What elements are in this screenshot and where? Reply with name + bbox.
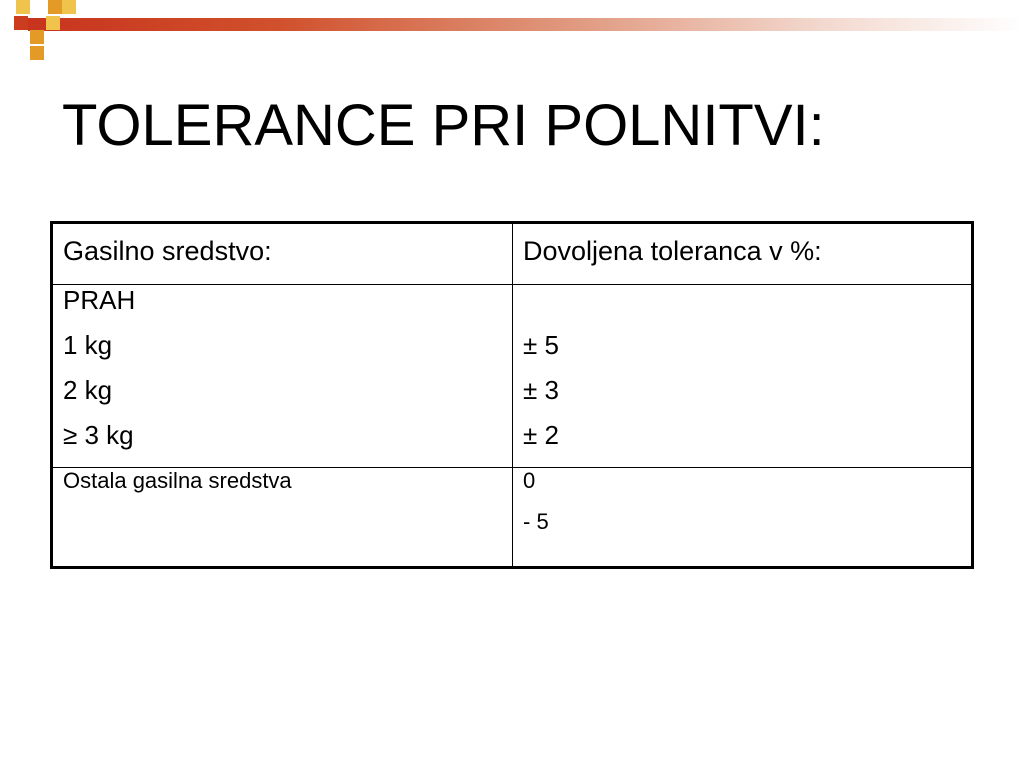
decor-square-icon <box>46 16 60 30</box>
other-agent: Ostala gasilna sredstva <box>63 468 292 493</box>
decor-square-icon <box>62 0 76 14</box>
other-tolerance-cell <box>513 468 973 568</box>
other-tolerance: 0 <box>523 468 536 493</box>
powder-weight: ≥ 3 kg <box>63 420 134 450</box>
table-row <box>52 285 973 468</box>
powder-label: PRAH <box>63 285 136 315</box>
powder-tolerance: ± 3 <box>523 375 559 405</box>
header-gradient-bar <box>28 18 1024 31</box>
powder-weight: 2 kg <box>63 375 113 405</box>
slide-title: TOLERANCE PRI POLNITVI: <box>62 93 825 158</box>
powder-tolerance: ± 5 <box>523 330 559 360</box>
header-agent: Gasilno sredstvo: <box>52 223 513 285</box>
table-row <box>52 468 973 568</box>
tolerance-table <box>50 221 974 569</box>
table-header-row <box>52 223 973 285</box>
powder-agent-cell <box>52 285 513 468</box>
decor-square-icon <box>14 16 28 30</box>
powder-weight: 1 kg <box>63 330 113 360</box>
decor-square-icon <box>16 0 30 14</box>
decor-square-icon <box>30 46 44 60</box>
decor-square-icon <box>30 30 44 44</box>
powder-tolerance: ± 2 <box>523 420 559 450</box>
powder-tolerance-cell <box>513 285 973 468</box>
spacer <box>523 285 961 330</box>
other-tolerance: - 5 <box>523 509 549 534</box>
other-agent-cell <box>52 468 513 568</box>
header-tolerance: Dovoljena toleranca v %: <box>513 223 973 285</box>
decor-square-icon <box>48 0 62 14</box>
